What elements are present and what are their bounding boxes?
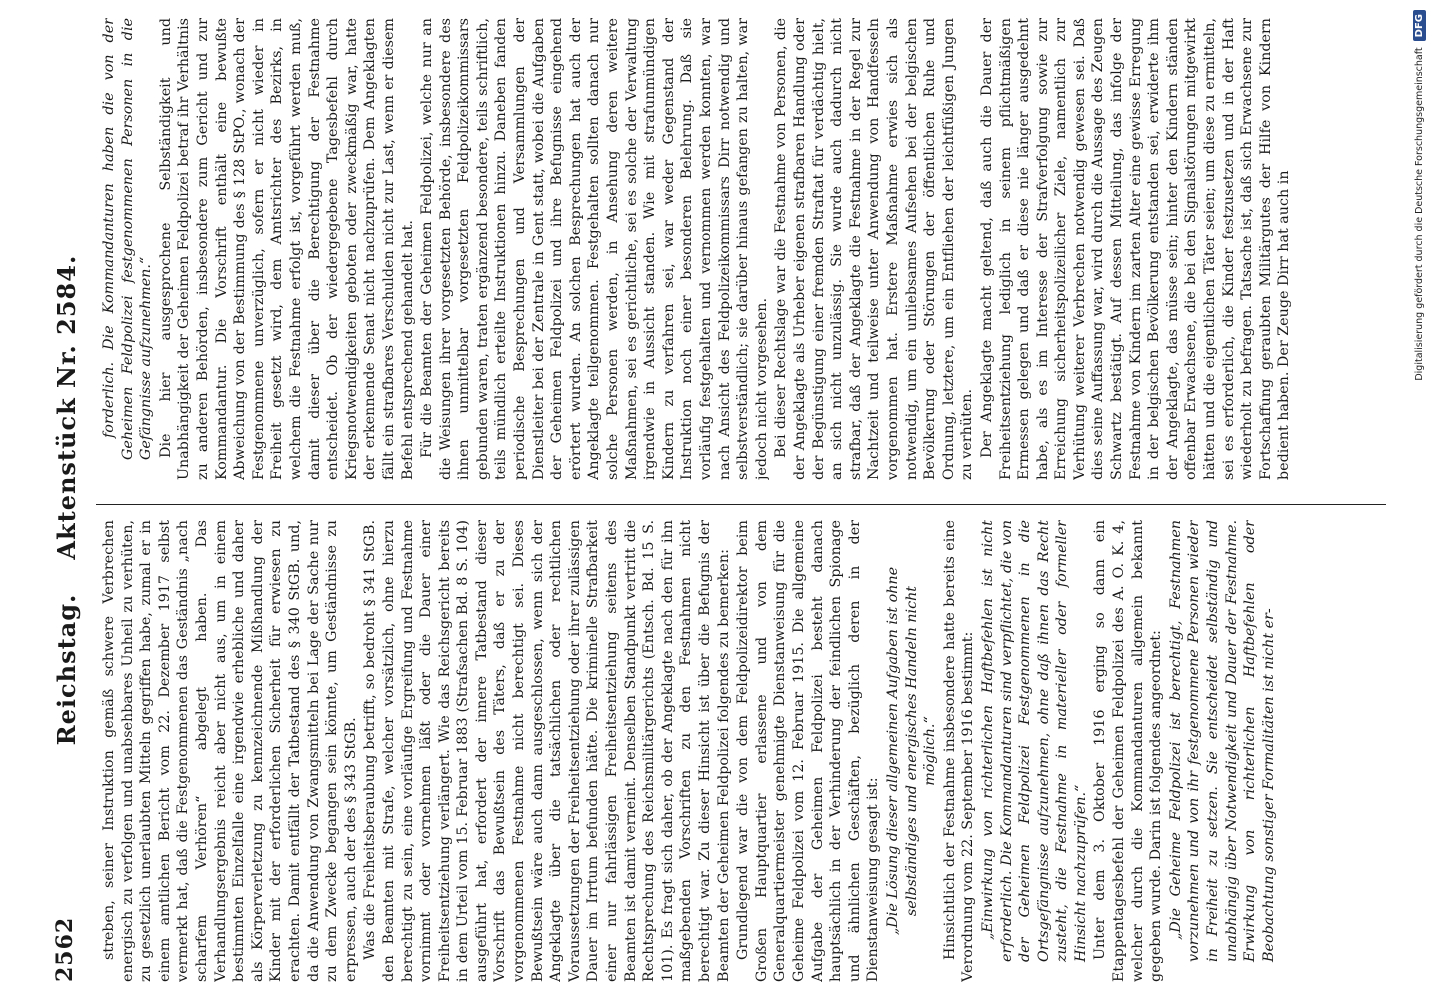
quoted-passage: „Die Geheime Feldpolizei ist berechtigt, Festnahmen vorzunehmen und von ihr festgenommene Personen wieder in Freiheit zu setzen. Sie entscheidet selbständig und unabhängig über Notwendigkeit und Dauer der Festnahme. Erwirkung von richterlichen Haftbefehlen oder Beobachtung sonstiger Formalitäten ist nicht er-	[1167, 520, 1277, 962]
paragraph: Was die Freiheitsberaubung betrifft, so bedroht § 341 StGB. den Beamten mit Strafe, welcher vorsätzlich, ohne hierzu berechtigt zu sein, eine vorläufige Ergreifung und Festnahme vornimmt oder vornehmen läßt oder die Dauer einer Freiheitsentziehung verlängert. Wie das Reichsgericht bereits in dem Urteil vom 15. Februar 1883 (Strafsachen Bd. 8 S. 104) ausgeführt hat, erfordert der innere Tatbestand dieser Vorschrift das Bewußtsein des Täters, daß er zu der vorgenommenen Festnahme nicht berechtigt sei. Dieses Bewußtsein wäre auch dann ausgeschlossen, wenn sich der Angeklagte über die tatsächlichen oder rechtlichen Voraussetzungen der Freiheitsentziehung oder ihrer zulässigen Dauer im Irrtum befunden hätte. Die kriminelle Strafbarkeit einer nur fahrlässigen Freiheitsentziehung seitens des Beamten ist damit verneint. Denselben Standpunkt vertritt die Rechtsprechung des Reichsmilitärgerichts (Entsch. Bd. 15 S. 101). Es fragt sich daher, ob der Angeklagte nach den für ihn maßgebenden Vorschriften zu den Festnahmen nicht berechtigt war. Zu dieser Hinsicht ist über die Befugnis der Beamten der Geheimen Feldpolizei folgendes zu bemerken:	[362, 520, 732, 982]
left-column	[100, 520, 1390, 982]
paragraph: Für die Beamten der Geheimen Feldpolizei, welche nur an die Weisungen ihrer vorgesetzten Behörde, insbesondere des ihnen unmittelbar vorgesetzten Feldpolizeikommissars gebunden waren, traten ergänzend besondere, teils schriftlich, teils mündlich erteilte Instruktionen hinzu. Daneben fanden periodische Besprechungen und Versammlungen der Dienstleiter bei der Zentrale in Gent statt, wobei die Aufgaben der Geheimen Feldpolizei und ihre Befugnisse eingehend erörtert wurden. An solchen Besprechungen hat auch der Angeklagte teilgenommen. Festgehalten sollten danach nur solche Personen werden, in Ansehung deren weitere Maßnahmen, sei es gerichtliche, sei es solche der Verwaltung irgendwie in Aussicht standen. Wie mit strafunmündigen Kindern zu verfahren sei, war weder Gegenstand der Instruktion noch einer besonderen Belehrung. Daß sie vorläufig festgehalten und vernommen werden konnten, war nach Ansicht des Feldpolizeikommissars Dirr notwendig und selbstverständlich; sie darüber hinaus gefangen zu halten, war jedoch nicht vorgesehen.	[419, 18, 770, 480]
paragraph: Bei dieser Rechtslage war die Festnahme von Personen, die der Angeklagte als Urheber eigenen strafbaren Handlung oder der Begünstigung einer fremden Straftat für verdächtig hielt, an sich nicht unzulässig. Sie wurde auch dadurch nicht strafbar, daß der Angeklagte die Festnahme in der Regel zur Nachtzeit und teilweise unter Anwendung von Handfesseln vorgenommen hat. Erstere Maßnahme erwies sich als notwendig, um ein unliebsames Aufsehen bei der belgischen Bevölkerung oder Störungen der öffentlichen Ruhe und Ordnung, letztere, um ein Entfliehen der leichtfüßigen Jungen zu verhüten.	[773, 18, 976, 480]
quoted-passage: forderlich. Die Kommandanturen haben die von der Geheimen Feldpolizei festgenommenen Personen in die Gefängnisse aufzunehmen.“	[101, 18, 155, 460]
column-divider	[96, 504, 1386, 505]
paragraph: Grundlegend war die von dem Feldpolizeidirektor beim Großen Hauptquartier erlassene und von dem Generalquartiermeister genehmigte Dienstanweisung für die Geheime Feldpolizei vom 12. Februar 1915. Die allgemeine Aufgabe der Geheimen Feldpolizei besteht danach hauptsächlich in der Verhinderung der feindlichen Spionage und ähnlichen Geschäften, bezüglich deren in der Dienstanweisung gesagt ist:	[735, 520, 882, 982]
quoted-passage: „Einwirkung von richterlichen Haftbefehlen ist nicht erforderlich. Die Kommandanturen sind verpflichtet, die von der Geheimen Feldpolizei Festgenommenen in die Ortsgefängnisse aufzunehmen, ohne daß ihnen das Recht zusteht, die Festnahme in materieller oder formeller Hinsicht nachzuprüfen.“	[979, 520, 1089, 962]
page-header	[52, 0, 92, 1000]
paragraph: Hinsichtlich der Festnahme insbesondere hatte bereits eine Verordnung vom 22. September 1916 bestimmt:	[941, 520, 977, 982]
right-column	[100, 18, 1390, 480]
paragraph: Die hier ausgesprochene Selbständigkeit und Unabhängigkeit der Geheimen Feldpolizei betraf ihr Verhältnis zu anderen Behörden, insbesondere zum Gericht und zur Kommandantur. Die Vorschrift enthält eine bewußte Abweichung von der Bestimmung des § 128 StPO., wonach der Festgenommene unverzüglich, sofern er nicht wieder in Freiheit gesetzt wird, dem Amtsrichter des Bezirks, in welchem die Festnahme erfolgt ist, vorgeführt werden muß, damit dieser über die Berechtigung der Festnahme entscheidet. Ob der wiedergegebene Tagesbefehl durch Kriegsnotwendigkeiten geboten oder zweckmäßig war, hatte der erkennende Senat nicht nachzuprüfen. Dem Angeklagten fällt ein strafbares Verschulden nicht zur Last, wenn er diesem Befehl entsprechend gehandelt hat.	[157, 18, 416, 480]
paragraph: Unter dem 3. Oktober 1916 erging so dann ein Etappentagesbefehl der Geheimen Feldpolizei des A. O. K. 4, welcher durch die Kommandanturen allgemein bekannt gegeben wurde. Darin ist folgendes angeordnet:	[1092, 520, 1165, 982]
page-number: 2562	[52, 916, 78, 982]
running-title-left: Reichstag.	[52, 593, 81, 746]
running-title	[52, 62, 81, 938]
running-title-right: Aktenstück Nr. 2584.	[52, 254, 81, 560]
dfg-logo: DFG	[1413, 10, 1426, 41]
paragraph: streben, seiner Instruktion gemäß schwere Verbrechen energisch zu verfolgen und unabsehbares Unheil zu verhüten, zu gesetzlich unerlaubten Mitteln gegriffen habe, zumal er in einem amtlichen Bericht vom 22. Dezember 1917 selbst vermerkt hat, daß die Festgenommenen das Geständnis „nach scharfem Verhören“ abgelegt haben. Das Verhandlungsergebnis reicht aber nicht aus, um in einem bestimmten Einzelfalle eine irgendwie erhebliche und daher als Körperverletzung zu kennzeichnende Mißhandlung der Kinder mit der erforderlichen Sicherheit für erwiesen zu erachten. Damit entfällt der Tatbestand des § 340 StGB. und, da die Anwendung von Zwangsmitteln bei Lage der Sache nur zu dem Zwecke begangen sein könnte, um Geständnisse zu erpressen, auch der des § 343 StGB.	[101, 520, 359, 982]
digitization-text: Digitalisierung gefördert durch die Deutsche Forschungsgemeinschaft	[1413, 47, 1425, 381]
digitization-notice	[1404, 0, 1434, 1000]
quoted-passage: „Die Lösung dieser allgemeinen Aufgaben ist ohne selbständiges und energisches Handeln nicht möglich.“	[884, 566, 939, 936]
paragraph: Der Angeklagte macht geltend, daß auch die Dauer der Freiheitsentziehung lediglich in seinem pflichtmäßigen Ermessen gelegen und daß er diese nie länger ausgedehnt habe, als es im Interesse der Strafverfolgung sowie zur Erreichung sicherheitspolizeilicher Ziele, namentlich zur Verhütung weiterer Verbrechen notwendig gewesen sei. Daß dies seine Auffassung war, wird durch die Aussage des Zeugen Schwartz bestätigt. Auf dessen Mitteilung, das infolge der Festnahme von Kindern im zarten Alter eine gewisse Erregung in der belgischen Bevölkerung entstanden sei, erwiderte ihm der Angeklagte, das müsse sein; hinter den Kindern ständen offenbar Erwachsene, die bei den Signalstörungen mitgewirkt hätten und die eigentlichen Täter seien; um diese zu ermitteln, sei es erforderlich, die Kinder festzusetzen und in der Haft wiederholt zu befragen. Tatsache ist, daß sich Erwachsene zur Fortschaffung geraubten Militärgutes der Hilfe von Kindern bedient haben. Der Zeuge Dirr hat auch in	[978, 18, 1293, 480]
